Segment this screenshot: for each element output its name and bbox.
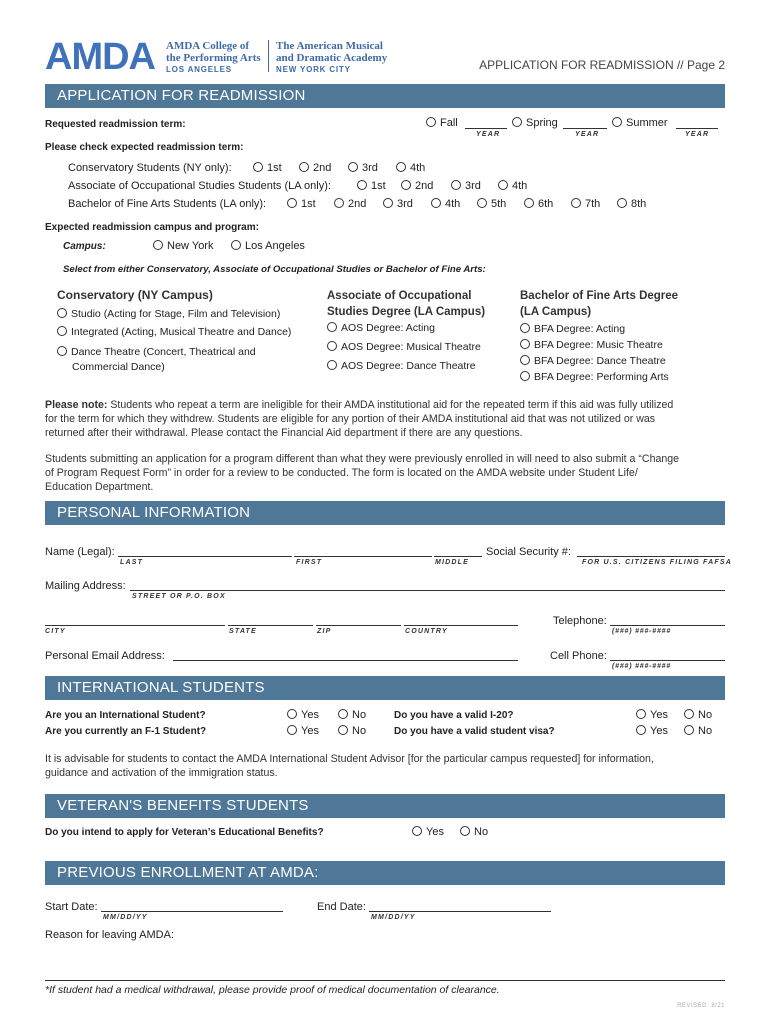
radio-icon[interactable]	[338, 725, 348, 735]
radio-icon[interactable]	[357, 180, 367, 190]
year-caption: YEAR	[685, 131, 710, 138]
radio-icon[interactable]	[460, 826, 470, 836]
intl-advisor-paragraph: It is advisable for students to contact the AMDA International Student Advisor [for the particular campus requested] for information, guidance and activation of the immigration status.	[45, 753, 654, 779]
radio-icon[interactable]	[520, 339, 530, 349]
last-name-field[interactable]	[118, 556, 292, 557]
start-date-label: Start Date:	[45, 901, 98, 913]
i20-yes[interactable]: Yes	[636, 709, 668, 721]
program-dance-theatre[interactable]: Dance Theatre (Concert, Theatrical and	[57, 346, 256, 358]
change-program-paragraph: Students submitting an application for a program different than what they were previously enrolled in will need to also submit a “Change of Program Request Form” in order for a review to be conducted. The form is located on the AMDA website under Student Life/ Education Department.	[45, 453, 680, 493]
conservatory-term-1[interactable]: 1st	[253, 162, 282, 174]
reason-label: Reason for leaving AMDA:	[45, 929, 175, 941]
section-header-international: INTERNATIONAL STUDENTS	[45, 676, 725, 700]
radio-icon[interactable]	[299, 162, 309, 172]
radio-icon[interactable]	[396, 162, 406, 172]
radio-icon[interactable]	[57, 326, 67, 336]
veteran-no[interactable]: No	[460, 826, 488, 838]
select-program-note: Select from either Conservatory, Associate of Occupational Studies or Bachelor of Fine Arts:	[63, 264, 486, 275]
email-label: Personal Email Address:	[45, 650, 165, 662]
campus-new-york[interactable]: New York	[153, 240, 213, 252]
radio-icon[interactable]	[520, 371, 530, 381]
ssn-label: Social Security #:	[486, 546, 571, 558]
associate-term-1[interactable]: 1st	[357, 180, 386, 192]
first-caption: FIRST	[296, 559, 323, 566]
radio-icon[interactable]	[617, 198, 627, 208]
term-summer[interactable]: Summer	[612, 117, 668, 129]
intl-yes[interactable]: Yes	[287, 709, 319, 721]
conservatory-term-2[interactable]: 2nd	[299, 162, 331, 174]
end-date-caption: MM/DD/YY	[371, 914, 416, 921]
radio-icon[interactable]	[636, 725, 646, 735]
year-caption: YEAR	[575, 131, 600, 138]
radio-icon[interactable]	[512, 117, 522, 127]
bfa-column-title: Bachelor of Fine Arts Degree (LA Campus)	[520, 290, 679, 318]
radio-icon[interactable]	[612, 117, 622, 127]
campus-label: Campus:	[63, 241, 106, 252]
state-caption: STATE	[229, 628, 257, 635]
state-field[interactable]	[228, 625, 313, 626]
i20-question: Do you have a valid I-20?	[394, 710, 514, 721]
last-caption: LAST	[120, 559, 144, 566]
radio-icon[interactable]	[426, 117, 436, 127]
f1-student-question: Are you currently an F-1 Student?	[45, 726, 207, 737]
program-integrated[interactable]: Integrated (Acting, Musical Theatre and Dance)	[57, 326, 291, 338]
street-caption: STREET OR P.O. BOX	[132, 593, 226, 600]
bachelor-term-4[interactable]: 4th	[431, 198, 460, 210]
radio-icon[interactable]	[498, 180, 508, 190]
radio-icon[interactable]	[57, 308, 67, 318]
radio-icon[interactable]	[327, 341, 337, 351]
start-date-caption: MM/DD/YY	[103, 914, 148, 921]
year-field-summer[interactable]	[676, 128, 718, 129]
bachelor-term-label: Bachelor of Fine Arts Students (LA only):	[68, 198, 267, 210]
section-header-readmission: APPLICATION FOR READMISSION	[45, 84, 725, 108]
radio-icon[interactable]	[253, 162, 263, 172]
section-header-previous: PREVIOUS ENROLLMENT AT AMDA:	[45, 861, 725, 885]
term-spring[interactable]: Spring	[512, 117, 558, 129]
start-date-field[interactable]	[101, 911, 283, 912]
telephone-format: (###) ###-####	[612, 628, 672, 635]
program-aos-musical-theatre[interactable]: AOS Degree: Musical Theatre	[327, 341, 481, 353]
intl-no[interactable]: No	[338, 709, 366, 721]
veteran-question: Do you intend to apply for Veteran’s Educational Benefits?	[45, 827, 324, 838]
year-field-spring[interactable]	[563, 128, 607, 129]
radio-icon[interactable]	[348, 162, 358, 172]
veteran-yes[interactable]: Yes	[412, 826, 444, 838]
year-caption: YEAR	[476, 131, 501, 138]
radio-icon[interactable]	[231, 240, 241, 250]
radio-icon[interactable]	[520, 355, 530, 365]
radio-icon[interactable]	[327, 322, 337, 332]
radio-icon[interactable]	[571, 198, 581, 208]
term-label: Requested readmission term:	[45, 119, 186, 130]
medical-footnote: *If student had a medical withdrawal, please provide proof of medical documentation of clearance.	[45, 984, 500, 996]
amda-logo: AMDA	[45, 36, 155, 78]
aos-column-title: Associate of Occupational Studies Degree (LA Campus)	[327, 290, 486, 318]
bachelor-term-1[interactable]: 1st	[287, 198, 316, 210]
radio-icon[interactable]	[338, 709, 348, 719]
please-note-paragraph: Please note: Students who repeat a term are ineligible for their AMDA institutional aid for the repeated term if this aid was fully utilized for the term for which they withdrew. Students are eligible for any portion of their AMDA institutional aid that was not utilized or was returned after their withdrawal. Please contact the Financial Aid department if there are any questions.	[45, 399, 674, 439]
section-header-veteran: VETERAN'S BENEFITS STUDENTS	[45, 794, 725, 818]
end-date-field[interactable]	[369, 911, 551, 912]
program-studio[interactable]: Studio (Acting for Stage, Film and Television)	[57, 308, 280, 320]
conservatory-term-label: Conservatory Students (NY only):	[68, 162, 232, 174]
conservatory-term-3[interactable]: 3rd	[348, 162, 378, 174]
radio-icon[interactable]	[412, 826, 422, 836]
visa-yes[interactable]: Yes	[636, 725, 668, 737]
city-field[interactable]	[45, 625, 225, 626]
campus-los-angeles[interactable]: Los Angeles	[231, 240, 305, 252]
reason-field[interactable]	[45, 980, 725, 981]
bachelor-term-2[interactable]: 2nd	[334, 198, 366, 210]
check-term-label: Please check expected readmission term:	[45, 142, 244, 153]
radio-icon[interactable]	[636, 709, 646, 719]
middle-caption: MIDDLE	[435, 559, 470, 566]
radio-icon[interactable]	[524, 198, 534, 208]
f1-yes[interactable]: Yes	[287, 725, 319, 737]
associate-term-3[interactable]: 3rd	[451, 180, 481, 192]
college-logo-text: AMDA College of the Performing Arts LOS ANGELES	[166, 40, 261, 74]
visa-question: Do you have a valid student visa?	[394, 726, 555, 737]
ssn-field[interactable]	[577, 556, 725, 557]
telephone-label: Telephone:	[553, 615, 607, 627]
section-header-personal: PERSONAL INFORMATION	[45, 501, 725, 525]
radio-icon[interactable]	[431, 198, 441, 208]
program-bfa-acting[interactable]: BFA Degree: Acting	[520, 323, 625, 335]
mailing-address-label: Mailing Address:	[45, 580, 126, 592]
cell-phone-label: Cell Phone:	[550, 650, 607, 662]
conservatory-column-title: Conservatory (NY Campus)	[57, 288, 213, 302]
bachelor-term-5[interactable]: 5th	[477, 198, 506, 210]
country-caption: COUNTRY	[405, 628, 448, 635]
cell-phone-format: (###) ###-####	[612, 663, 672, 670]
program-aos-dance-theatre[interactable]: AOS Degree: Dance Theatre	[327, 360, 476, 372]
middle-name-field[interactable]	[434, 556, 482, 557]
associate-term-label: Associate of Occupational Studies Students (LA only):	[68, 180, 331, 192]
radio-icon[interactable]	[287, 725, 297, 735]
associate-term-2[interactable]: 2nd	[401, 180, 433, 192]
radio-icon[interactable]	[520, 323, 530, 333]
email-field[interactable]	[173, 660, 518, 661]
logo-divider	[268, 40, 269, 72]
year-field-fall[interactable]	[465, 128, 507, 129]
ssn-caption: FOR U.S. CITIZENS FILING FAFSA	[582, 559, 732, 566]
street-field[interactable]	[130, 590, 725, 591]
radio-icon[interactable]	[334, 198, 344, 208]
bachelor-term-7[interactable]: 7th	[571, 198, 600, 210]
bachelor-term-8[interactable]: 8th	[617, 198, 646, 210]
radio-icon[interactable]	[57, 346, 67, 356]
associate-term-4[interactable]: 4th	[498, 180, 527, 192]
intl-student-question: Are you an International Student?	[45, 710, 206, 721]
zip-caption: ZIP	[317, 628, 332, 635]
visa-no[interactable]: No	[684, 725, 712, 737]
program-bfa-dance-theatre[interactable]: BFA Degree: Dance Theatre	[520, 355, 666, 367]
country-field[interactable]	[404, 625, 518, 626]
conservatory-term-4[interactable]: 4th	[396, 162, 425, 174]
radio-icon[interactable]	[477, 198, 487, 208]
program-bfa-performing-arts[interactable]: BFA Degree: Performing Arts	[520, 371, 669, 383]
program-dance-theatre-cont: Commercial Dance)	[72, 361, 165, 373]
radio-icon[interactable]	[684, 725, 694, 735]
revised-date: REVISED: 8/21	[677, 1003, 725, 1009]
program-bfa-music-theatre[interactable]: BFA Degree: Music Theatre	[520, 339, 663, 351]
i20-no[interactable]: No	[684, 709, 712, 721]
radio-icon[interactable]	[451, 180, 461, 190]
cell-phone-field[interactable]	[610, 660, 725, 661]
name-label: Name (Legal):	[45, 546, 115, 558]
campus-program-label: Expected readmission campus and program:	[45, 222, 259, 233]
radio-icon[interactable]	[684, 709, 694, 719]
bachelor-term-3[interactable]: 3rd	[383, 198, 413, 210]
academy-logo-text: The American Musical and Dramatic Academy NEW YORK CITY	[276, 40, 388, 74]
page-label: APPLICATION FOR READMISSION // Page 2	[479, 58, 725, 72]
city-caption: CITY	[45, 628, 66, 635]
radio-icon[interactable]	[383, 198, 393, 208]
radio-icon[interactable]	[287, 198, 297, 208]
radio-icon[interactable]	[153, 240, 163, 250]
term-fall[interactable]: Fall	[426, 117, 458, 129]
telephone-field[interactable]	[610, 625, 725, 626]
radio-icon[interactable]	[327, 360, 337, 370]
zip-field[interactable]	[316, 625, 401, 626]
f1-no[interactable]: No	[338, 725, 366, 737]
end-date-label: End Date:	[317, 901, 366, 913]
radio-icon[interactable]	[287, 709, 297, 719]
program-aos-acting[interactable]: AOS Degree: Acting	[327, 322, 435, 334]
bachelor-term-6[interactable]: 6th	[524, 198, 553, 210]
first-name-field[interactable]	[294, 556, 432, 557]
radio-icon[interactable]	[401, 180, 411, 190]
